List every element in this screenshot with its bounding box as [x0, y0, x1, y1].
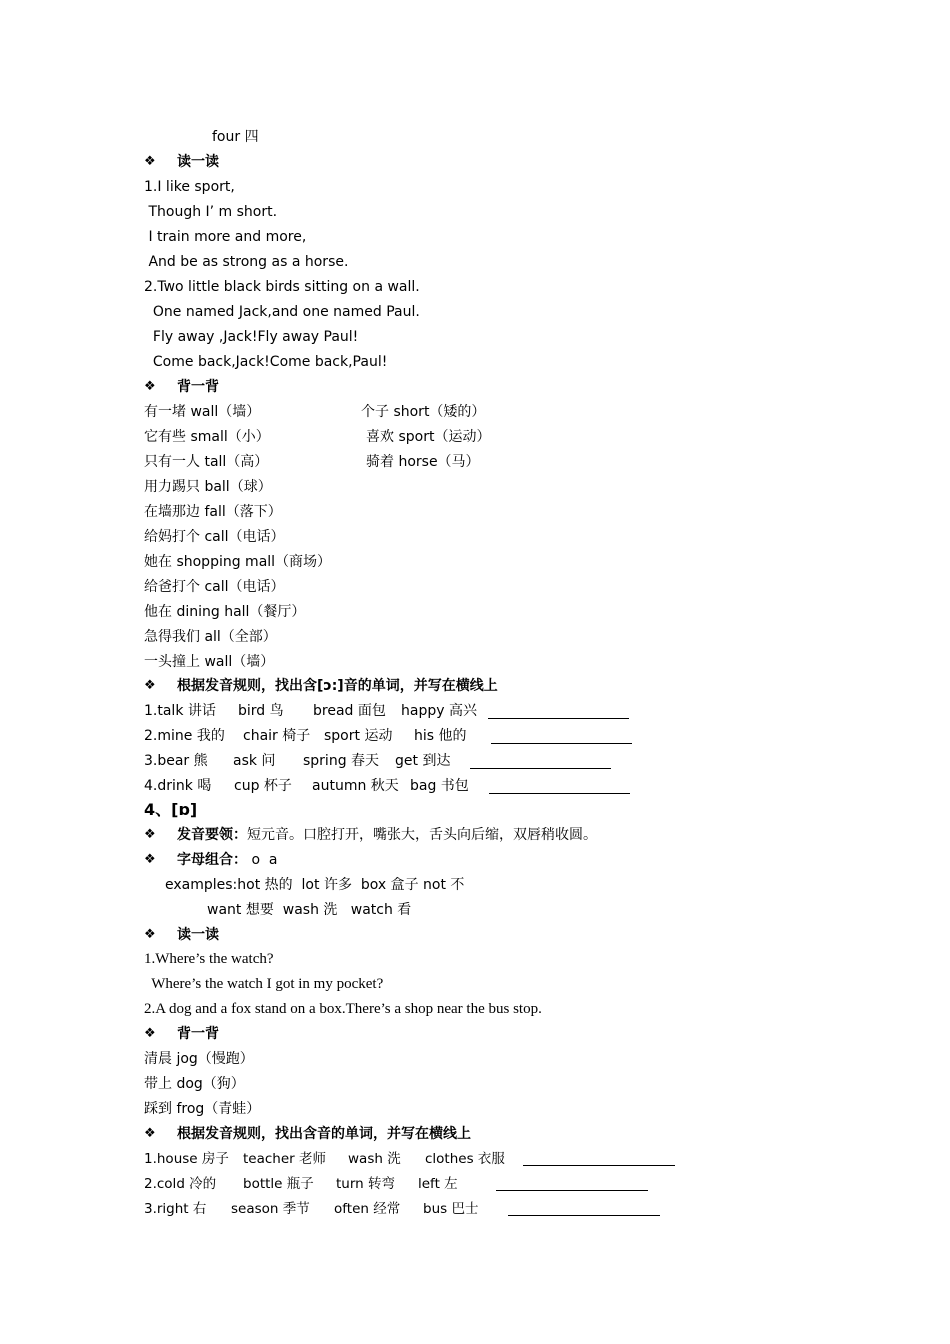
word-four: four 四	[212, 129, 259, 145]
read-line: 1.I like sport,	[144, 179, 235, 195]
diamond-bullet-icon: ❖	[144, 154, 156, 169]
pronunciation-line	[177, 826, 597, 844]
recite-line: 急得我们 all（全部）	[144, 629, 277, 645]
recite-line-right: 喜欢 sport（运动）	[366, 429, 491, 445]
answer-blank[interactable]	[470, 768, 611, 769]
read-line: One named Jack,and one named Paul.	[144, 304, 420, 320]
answer-blank[interactable]	[488, 718, 629, 719]
recite-line-right: 骑着 horse（马）	[366, 454, 480, 470]
examples-line: want 想要 wash 洗 watch 看	[207, 902, 412, 918]
recite-line: 在墙那边 fall（落下）	[144, 504, 282, 520]
exercise-word: 3.bear 熊	[144, 753, 208, 769]
read-line: Come back,Jack!Come back,Paul!	[144, 354, 388, 370]
answer-blank[interactable]	[489, 793, 630, 794]
read-line: I train more and more,	[144, 229, 307, 245]
exercise-word: clothes 衣服	[425, 1151, 505, 1167]
exercise-word: happy 高兴	[401, 703, 477, 719]
exercise-word: sport 运动	[324, 728, 393, 744]
exercise-word: 2.mine 我的	[144, 728, 225, 744]
diamond-bullet-icon: ❖	[144, 379, 156, 394]
exercise-word: bird 鸟	[238, 703, 284, 719]
recite-line: 它有些 small（小）	[144, 429, 270, 445]
read-line: Where’s the watch I got in my pocket?	[144, 976, 384, 992]
letters-line	[177, 851, 278, 869]
exercise-word: bag 书包	[410, 778, 469, 794]
exercise-word: season 季节	[231, 1201, 310, 1217]
recite-line: 只有一人 tall（高）	[144, 454, 269, 470]
read-line: 1.Where’s the watch?	[144, 951, 274, 967]
exercise-heading-2: 根据发音规则，找出含音的单词，并写在横线上	[177, 1126, 471, 1142]
diamond-bullet-icon: ❖	[144, 852, 156, 867]
exercise-word: 4.drink 喝	[144, 778, 212, 794]
read-line: And be as strong as a horse.	[144, 254, 349, 270]
exercise-word: often 经常	[334, 1201, 401, 1217]
recite-line: 她在 shopping mall（商场）	[144, 554, 332, 570]
recite-line: 踩到 frog（青蛙）	[144, 1101, 261, 1117]
exercise-word: cup 杯子	[234, 778, 292, 794]
read-line: 2.Two little black birds sitting on a wall.	[144, 279, 420, 295]
recite-heading-1: 背一背	[177, 379, 219, 395]
exercise-word: ask 问	[233, 753, 276, 769]
recite-line: 用力踢只 ball（球）	[144, 479, 272, 495]
letters-label: 字母组合：	[177, 852, 247, 868]
exercise-word: bread 面包	[313, 703, 386, 719]
exercise-word: autumn 秋天	[312, 778, 399, 794]
diamond-bullet-icon: ❖	[144, 1026, 156, 1041]
exercise-word: bus 巴士	[423, 1201, 479, 1217]
recite-line: 清晨 jog（慢跑）	[144, 1051, 254, 1067]
recite-line-right: 个子 short（矮的）	[361, 404, 486, 420]
exercise-word: left 左	[418, 1176, 458, 1192]
diamond-bullet-icon: ❖	[144, 927, 156, 942]
read-line: Though I’ m short.	[144, 204, 278, 220]
exercise-word: bottle 瓶子	[243, 1176, 314, 1192]
recite-line: 给爸打个 call（电话）	[144, 579, 285, 595]
answer-blank[interactable]	[496, 1190, 648, 1191]
exercise-heading-1: 根据发音规则，找出含[ɔ:]音的单词，并写在横线上	[177, 678, 498, 694]
exercise-word: his 他的	[414, 728, 467, 744]
exercise-word: 3.right 右	[144, 1201, 207, 1217]
exercise-word: get 到达	[395, 753, 451, 769]
exercise-word: turn 转弯	[336, 1176, 396, 1192]
recite-line: 有一堵 wall（墙）	[144, 404, 261, 420]
letters-text: o a	[247, 852, 278, 868]
exercise-word: chair 椅子	[243, 728, 311, 744]
diamond-bullet-icon: ❖	[144, 1126, 156, 1141]
exercise-word: spring 春天	[303, 753, 380, 769]
answer-blank[interactable]	[508, 1215, 660, 1216]
read-heading-2: 读一读	[177, 927, 219, 943]
exercise-word: 1.talk 讲话	[144, 703, 216, 719]
examples-line: examples:hot 热的 lot 许多 box 盒子 not 不	[165, 877, 465, 893]
exercise-word: 2.cold 冷的	[144, 1176, 217, 1192]
read-line: 2.A dog and a fox stand on a box.There’s a shop near the bus stop.	[144, 1001, 542, 1017]
diamond-bullet-icon: ❖	[144, 678, 156, 693]
recite-line: 带上 dog（狗）	[144, 1076, 245, 1092]
recite-line: 他在 dining hall（餐厅）	[144, 604, 306, 620]
read-line: Fly away ,Jack!Fly away Paul!	[144, 329, 359, 345]
pronunciation-text: 短元音。口腔打开，嘴张大，舌头向后缩，双唇稍收圆。	[247, 827, 597, 843]
exercise-word: teacher 老师	[243, 1151, 326, 1167]
read-heading-1: 读一读	[177, 154, 219, 170]
answer-blank[interactable]	[523, 1165, 675, 1166]
exercise-word: wash 洗	[348, 1151, 401, 1167]
section-title: 4、[ɒ]	[144, 800, 198, 819]
diamond-bullet-icon: ❖	[144, 827, 156, 842]
answer-blank[interactable]	[491, 743, 632, 744]
recite-line: 一头撞上 wall（墙）	[144, 654, 275, 670]
recite-line: 给妈打个 call（电话）	[144, 529, 285, 545]
recite-heading-2: 背一背	[177, 1026, 219, 1042]
pronunciation-label: 发音要领：	[177, 827, 247, 843]
exercise-word: 1.house 房子	[144, 1151, 229, 1167]
